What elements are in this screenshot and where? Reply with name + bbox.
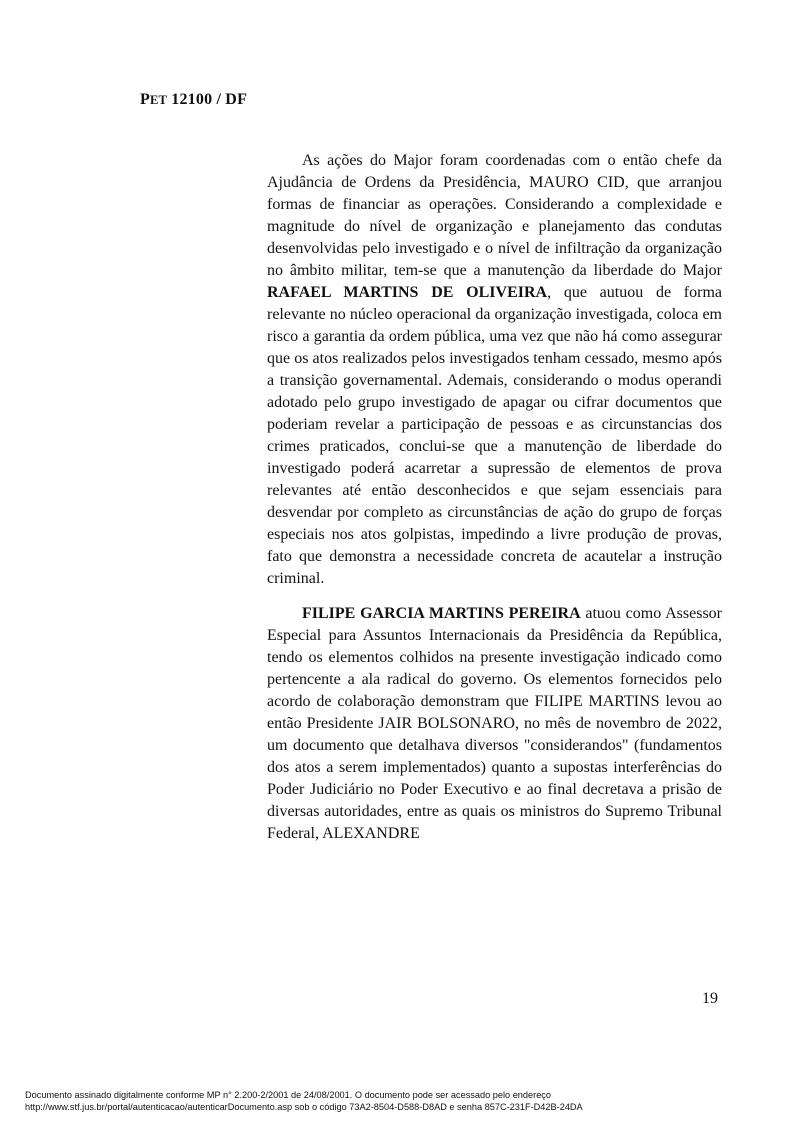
paragraph-2-text: atuou como Assessor Especial para Assuntos Internacionais da Presidência da República, tendo os elementos colhidos na presente investigação indicado como pertencente a ala radical do governo. Os elementos fornecidos pelo acordo de colaboração demonstram que FILIPE MARTINS levou ao então Presidente JAIR BOLSONARO, no mês de novembro de 2022, um documento que detalhava diversos "considerandos" (fundamentos dos atos a serem implementados) quanto a supostas interferências do Poder Judiciário no Poder Executivo e ao final decretava a prisão de diversas autoridades, entre as quais os ministros do Supremo Tribunal Federal, ALEXANDRE [267, 605, 722, 842]
paragraph-1-bold-name: RAFAEL MARTINS DE OLIVEIRA [267, 284, 548, 301]
paragraph-1-text-b: , que autuou de forma relevante no núcleo operacional da organização investigada, coloca em risco a garantia da ordem pública, uma vez que não há como assegurar que os atos realizados pelos investigados tenham cessado, mesmo após a transição governamental. Ademais, considerando o modus operandi adotado pelo grupo investigado de apagar ou cifrar documentos que poderiam revelar a participação de pessoas e as circunstancias dos crimes praticados, conclui-se que a manutenção de liberdade do investigado poderá acarretar a supressão de elementos de prova relevantes até então desconhecidos e que sejam essenciais para desvendar por completo as circunstâncias de ação do grupo de forças especiais nos atos golpistas, impedindo a livre produção de provas, fato que demonstra a necessidade concreta de acautelar a instrução criminal. [267, 284, 723, 587]
case-header [140, 91, 247, 109]
signature-footer [25, 1089, 583, 1113]
paragraph-2 [267, 603, 722, 845]
footer-line-2: http://www.stf.jus.br/portal/autenticacao/autenticarDocumento.asp sob o código 73A2-8504-D588-D8AD e senha 857C-231F-D42B-24DA [25, 1102, 583, 1112]
page-number: 19 [702, 990, 718, 1007]
case-header-rest: ET [149, 93, 168, 107]
document-body [267, 150, 722, 858]
case-header-initial: P [140, 91, 150, 108]
footer-line-1: Documento assinado digitalmente conforme MP n° 2.200-2/2001 de 24/08/2001. O documento pode ser acessado pelo endereço [25, 1090, 552, 1100]
paragraph-1 [267, 150, 722, 590]
case-number: 12100 / DF [171, 91, 248, 108]
paragraph-2-bold-name: FILIPE GARCIA MARTINS PEREIRA [302, 605, 581, 622]
paragraph-1-text-a: As ações do Major foram coordenadas com o então chefe da Ajudância de Ordens da Presidência, MAURO CID, que arranjou formas de financiar as operações. Considerando a complexidade e magnitude do nível de organização e planejamento das condutas desenvolvidas pelo investigado e o nível de infiltração da organização no âmbito militar, tem-se que a manutenção da liberdade do Major [267, 152, 722, 279]
